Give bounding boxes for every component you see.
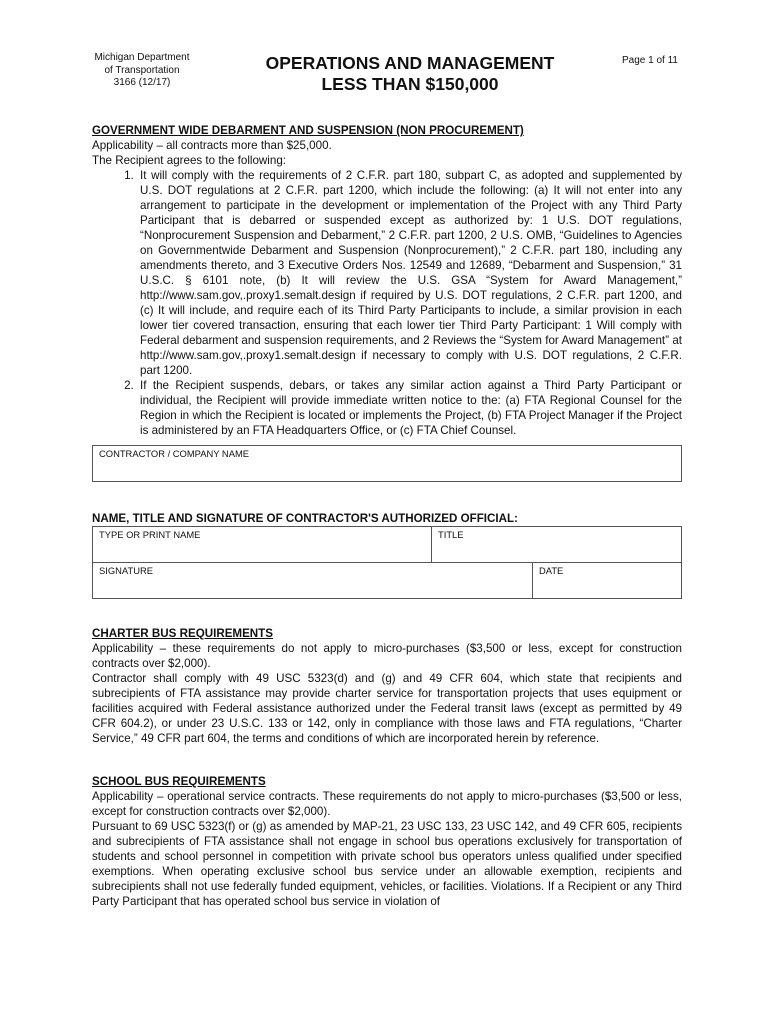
signature-row-name (93, 527, 681, 563)
school-body: Pursuant to 69 USC 5323(f) or (g) as amended by MAP-21, 23 USC 133, 23 USC 142, and 49 CFR 605, recipients and subrecipients of FTA assistance shall not engage in school bus operations exclusively for transportation of students and school personnel in competition with private school bus operators unless qualified under specified exemptions. When operating exclusive school bus service under an allowable exemption, recipients and subrecipients shall not use federally funded equipment, vehicles, or facilities. Violations. If a Recipient or any Third Party Participant that has operated school bus service in violation of (92, 820, 682, 908)
signature-field[interactable] (93, 563, 533, 598)
debarment-applicability: Applicability – all contracts more than $25,000. (92, 139, 332, 152)
print-name-field[interactable] (93, 527, 432, 562)
signature-label: SIGNATURE (99, 565, 153, 576)
department-name-line1: Michigan Department (94, 52, 190, 63)
form-code: 3166 (12/17) (113, 77, 171, 88)
charter-body: Contractor shall comply with 49 USC 5323(d) and (g) and 49 CFR 604, which state that recipients and subrecipients of FTA assistance may provide charter service for transportation projects that uses equipment or facilities acquired with Federal assistance authorized under the Federal transit laws (except as permitted by 49 CFR 604.2), or under 23 U.S.C. 133 or 142, only in compliance with those laws and FTA regulations, “Charter Service,” 49 CFR part 604, the terms and conditions of which are incorporated herein by reference. (92, 672, 682, 745)
debarment-list (92, 168, 682, 438)
charter-heading: CHARTER BUS REQUIREMENTS (92, 627, 273, 640)
contractor-name-field[interactable] (92, 445, 682, 482)
page-number: Page 1 of 11 (622, 55, 678, 66)
school-applicability: Applicability – operational service contracts. These requirements do not apply to micro-purchases ($3,500 or less, except for construction contracts over $2,000). (92, 790, 682, 818)
title-line2: LESS THAN $150,000 (321, 74, 499, 94)
debarment-item-2: 2. If the Recipient suspends, debars, or takes any similar action against a Third Party Participant or individual, the Recipient will provide immediate written notice to the: (a) FTA Regional Counsel for the Region in which the Recipient is located or implements the Project, (b) FTA Project Manager if the Project is administered by an FTA Headquarters Office, or (c) FTA Chief Counsel. (137, 378, 682, 438)
print-name-label: TYPE OR PRINT NAME (99, 529, 201, 540)
date-field[interactable] (533, 563, 681, 598)
charter-applicability: Applicability – these requirements do not apply to micro-purchases ($3,500 or less, except for construction contracts over $2,000). (92, 642, 682, 670)
debarment-item-1: 1. It will comply with the requirements of 2 C.F.R. part 180, subpart C, as adopted and supplemented by U.S. DOT regulations at 2 C.F.R. part 1200, which include the following: (a) It will not enter into any arrangement to participate in the development or implementation of the Project with any Third Party Participant that is debarred or suspended except as authorized by: 1 U.S. DOT regulations, “Nonprocurement Suspension and Debarment,” 2 C.F.R. part 1200, 2 U.S. OMB, “Guidelines to Agencies on Governmentwide Debarment and Suspension (Nonprocurement),” 2 C.F.R. part 180, including any amendments thereto, and 3 Executive Orders Nos. 12549 and 12689, “Debarment and Suspension,” 31 U.S.C. § 6101 note, (b) It will review the U.S. GSA “System for Award Management,” http://www.sam.gov,.proxy1.semalt.design if required by U.S. DOT regulations, 2 C.F.R. part 1200, and (c) It will include, and require each of its Third Party Participants to include, a similar provision in each lower tier covered transaction, ensuring that each lower tier Third Party Participant: 1 Will comply with Federal debarment and suspension requirements, and 2 Reviews the “System for Award Management” at http://www.sam.gov,.proxy1.semalt.design if necessary to comply with U.S. DOT regulations, 2 C.F.R. part 1200. (137, 168, 682, 378)
charter-section (92, 626, 682, 746)
signature-section (92, 512, 682, 599)
signature-heading: NAME, TITLE AND SIGNATURE OF CONTRACTOR'S AUTHORIZED OFFICIAL: (92, 512, 518, 525)
document-title (210, 53, 610, 95)
debarment-section (92, 123, 682, 438)
document-body (92, 123, 682, 909)
contractor-name-label: CONTRACTOR / COMPANY NAME (99, 448, 250, 459)
department-name-line2: of Transportation (104, 64, 180, 76)
debarment-intro: The Recipient agrees to the following: (92, 154, 286, 167)
signature-table (92, 526, 682, 599)
date-label: DATE (539, 565, 564, 576)
debarment-heading: GOVERNMENT WIDE DEBARMENT AND SUSPENSION (NON PROCUREMENT) (92, 124, 524, 137)
title-label: TITLE (438, 529, 464, 540)
title-line1: OPERATIONS AND MANAGEMENT (265, 53, 555, 73)
school-section (92, 774, 682, 909)
signature-row-sign (93, 563, 681, 598)
title-field[interactable] (432, 527, 681, 562)
department-block (78, 52, 206, 90)
school-heading: SCHOOL BUS REQUIREMENTS (92, 775, 266, 788)
